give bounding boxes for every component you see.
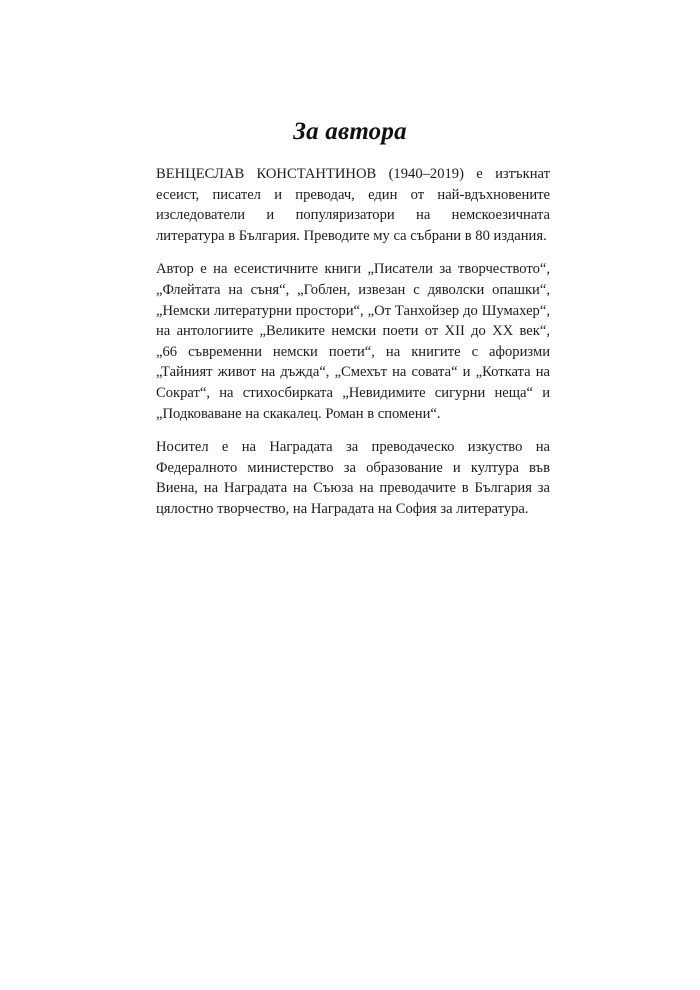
page-title: За автора <box>293 118 407 145</box>
document-body <box>156 164 550 533</box>
paragraph-awards: Носител е на Наградата за преводаческо изкуство на Федералното министерство за образование и култура във Виена, на Наградата на Съюза на преводачите в България за цялостно творчество, на Наградата на София за литература. <box>156 439 550 517</box>
paragraph-biography: ВЕНЦЕСЛАВ КОНСТАНТИНОВ (1940–2019) е изтъкнат есеист, писател и преводач, един от най-вдъхновените изследователи и популяризатори на немскоезичната литература в България. Преводите му са събрани в 80 издания. <box>156 166 550 244</box>
paragraph-works: Автор е на есеистичните книги „Писатели за творчеството“, „Флейтата на съня“, „Гоблен, извезан с дяволски опашки“, „Немски литературни простори“, „От Танхойзер до Шумахер“, на антологиите „Великите немски поети от XII до XX век“, „66 съвременни немски поети“, на книгите с афоризми „Тайният живот на дъжда“, „Смехът на совата“ и „Котката на Сократ“, на стихосбирката „Невидимите сигурни неща“ и „Подковаване на скакалец. Роман в спомени“. <box>156 261 550 422</box>
